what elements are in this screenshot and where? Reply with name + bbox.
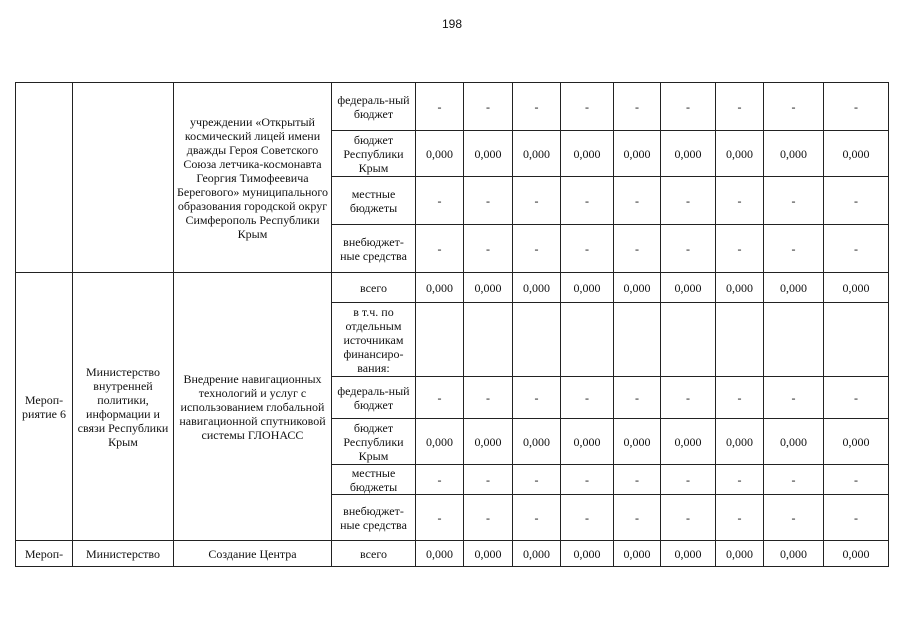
value-cell: - [716, 83, 764, 131]
value-cell: 0,000 [614, 541, 661, 567]
value-cell: - [614, 83, 661, 131]
value-cell: 0,000 [416, 131, 464, 177]
value-cell: 0,000 [764, 273, 824, 303]
event-cell: Мероп- [16, 541, 73, 567]
value-cell: - [464, 83, 513, 131]
value-cell: - [464, 377, 513, 419]
value-cell: 0,000 [464, 273, 513, 303]
value-cell: 0,000 [824, 541, 889, 567]
value-cell: - [824, 465, 889, 495]
value-cell: - [513, 225, 561, 273]
value-cell: 0,000 [661, 541, 716, 567]
value-cell: - [464, 177, 513, 225]
value-cell [716, 303, 764, 377]
value-cell: - [464, 225, 513, 273]
value-cell: - [764, 377, 824, 419]
value-cell: - [824, 225, 889, 273]
value-cell: 0,000 [513, 419, 561, 465]
value-cell: 0,000 [716, 419, 764, 465]
funding-source-cell: местные бюджеты [332, 177, 416, 225]
value-cell: - [716, 377, 764, 419]
value-cell: - [513, 495, 561, 541]
value-cell: - [661, 495, 716, 541]
table-row [16, 83, 889, 131]
description-cell: Создание Центра [174, 541, 332, 567]
value-cell: 0,000 [716, 273, 764, 303]
funding-source-cell: внебюджет-ные средства [332, 495, 416, 541]
value-cell: - [561, 465, 614, 495]
value-cell: 0,000 [764, 419, 824, 465]
table-row [16, 541, 889, 567]
value-cell: 0,000 [661, 273, 716, 303]
value-cell: - [824, 495, 889, 541]
value-cell: 0,000 [561, 131, 614, 177]
value-cell: - [464, 495, 513, 541]
value-cell: - [614, 377, 661, 419]
value-cell: 0,000 [513, 131, 561, 177]
value-cell: - [561, 177, 614, 225]
funding-source-cell: федераль-ный бюджет [332, 377, 416, 419]
value-cell: - [464, 465, 513, 495]
value-cell: 0,000 [416, 273, 464, 303]
value-cell [614, 303, 661, 377]
value-cell: 0,000 [824, 131, 889, 177]
value-cell: - [416, 225, 464, 273]
funding-source-cell: в т.ч. по отдельным источникам финансиро-вания: [332, 303, 416, 377]
value-cell: - [661, 225, 716, 273]
budget-table [15, 82, 889, 567]
value-cell: - [561, 225, 614, 273]
value-cell: - [614, 225, 661, 273]
funding-source-cell: федераль-ный бюджет [332, 83, 416, 131]
value-cell: 0,000 [561, 419, 614, 465]
value-cell: - [764, 83, 824, 131]
value-cell: - [416, 377, 464, 419]
funding-source-cell: внебюджет-ные средства [332, 225, 416, 273]
value-cell: 0,000 [824, 419, 889, 465]
value-cell: - [513, 377, 561, 419]
value-cell: - [824, 177, 889, 225]
event-cell [16, 83, 73, 273]
value-cell: - [764, 177, 824, 225]
value-cell: - [764, 465, 824, 495]
value-cell: 0,000 [716, 131, 764, 177]
value-cell [416, 303, 464, 377]
executor-cell: Министерство внутренней политики, информации и связи Республики Крым [73, 273, 174, 541]
value-cell [824, 303, 889, 377]
value-cell: - [513, 465, 561, 495]
value-cell: 0,000 [716, 541, 764, 567]
value-cell: - [614, 177, 661, 225]
description-cell: Внедрение навигационных технологий и услуг с использованием глобальной навигационной спутниковой системы ГЛОНАСС [174, 273, 332, 541]
value-cell: - [513, 177, 561, 225]
value-cell: - [716, 177, 764, 225]
value-cell: - [561, 495, 614, 541]
table-row [16, 273, 889, 303]
value-cell: - [824, 377, 889, 419]
value-cell: - [764, 495, 824, 541]
value-cell: 0,000 [764, 131, 824, 177]
value-cell: - [416, 495, 464, 541]
value-cell [513, 303, 561, 377]
value-cell [561, 303, 614, 377]
value-cell: - [614, 495, 661, 541]
value-cell: - [416, 83, 464, 131]
funding-source-cell: всего [332, 541, 416, 567]
page-number: 198 [441, 17, 463, 31]
funding-source-cell: местные бюджеты [332, 465, 416, 495]
value-cell: - [661, 377, 716, 419]
value-cell: - [416, 465, 464, 495]
value-cell: 0,000 [661, 131, 716, 177]
value-cell: - [661, 465, 716, 495]
value-cell: 0,000 [561, 541, 614, 567]
value-cell [464, 303, 513, 377]
value-cell: - [716, 465, 764, 495]
value-cell: - [661, 83, 716, 131]
value-cell: 0,000 [614, 273, 661, 303]
value-cell: - [661, 177, 716, 225]
value-cell: - [716, 495, 764, 541]
value-cell: 0,000 [513, 541, 561, 567]
value-cell: - [561, 377, 614, 419]
funding-source-cell: бюджет Республики Крым [332, 131, 416, 177]
budget-table-body [16, 83, 889, 567]
value-cell: 0,000 [614, 131, 661, 177]
funding-source-cell: всего [332, 273, 416, 303]
value-cell: 0,000 [416, 541, 464, 567]
value-cell: - [561, 83, 614, 131]
value-cell: 0,000 [561, 273, 614, 303]
value-cell: 0,000 [513, 273, 561, 303]
value-cell [661, 303, 716, 377]
value-cell: - [513, 83, 561, 131]
executor-cell: Министерство [73, 541, 174, 567]
value-cell: - [764, 225, 824, 273]
description-cell: учреждении «Открытый космический лицей имени дважды Героя Советского Союза летчика-космонавта Георгия Тимофеевича Берегового» муниципального образования городской округ Симферополь Республики Крым [174, 83, 332, 273]
event-cell: Мероп-риятие 6 [16, 273, 73, 541]
value-cell: 0,000 [464, 131, 513, 177]
value-cell: 0,000 [416, 419, 464, 465]
value-cell: - [416, 177, 464, 225]
value-cell: 0,000 [464, 419, 513, 465]
value-cell: 0,000 [614, 419, 661, 465]
value-cell: 0,000 [764, 541, 824, 567]
value-cell: - [614, 465, 661, 495]
value-cell [764, 303, 824, 377]
executor-cell [73, 83, 174, 273]
value-cell: - [824, 83, 889, 131]
funding-source-cell: бюджет Республики Крым [332, 419, 416, 465]
value-cell: - [716, 225, 764, 273]
value-cell: 0,000 [661, 419, 716, 465]
value-cell: 0,000 [824, 273, 889, 303]
value-cell: 0,000 [464, 541, 513, 567]
